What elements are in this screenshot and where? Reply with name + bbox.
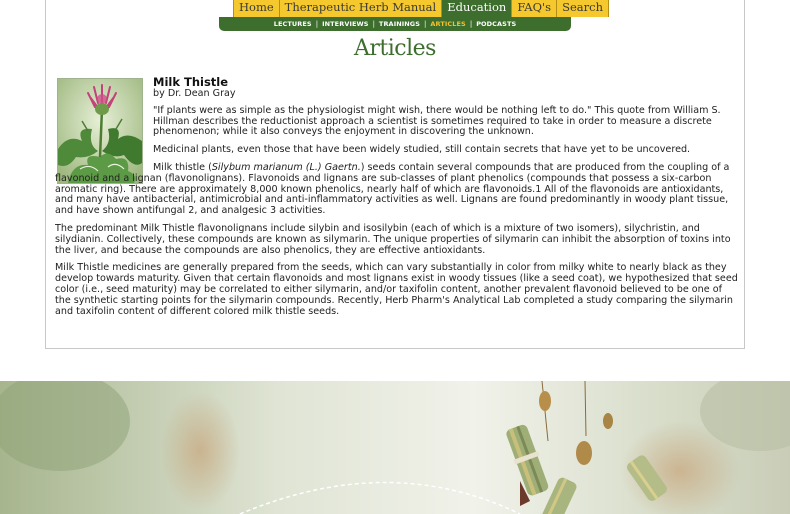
article [55, 76, 739, 324]
subnav-separator: | [424, 20, 427, 28]
subnav-lectures[interactable]: LECTURES [273, 20, 312, 28]
article-paragraph: Milk Thistle medicines are generally prepared from the seeds, which can vary substantially in color from milky white to nearly black as they develop towards maturity. Given that certain flavonoids and most lignans exist in woody tissues (like a seed coat), we hypothesized that seed color (i.e., seed maturity) may be correlated to either silymarin, and/or taxifolin content, another prevalent flavonoid believed to be one of the synthetic starting points for the silymarin compounds. Recently, Herb Pharm's Analytical Lab completed a study comparing the silymarin and taxifolin content of different colored milk thistle seeds. [55, 262, 738, 317]
subnav-separator: | [469, 20, 473, 28]
nav-tab-faqs[interactable]: FAQ's [512, 0, 557, 17]
article-paragraph: The predominant Milk Thistle flavonolignans include silybin and isosilybin (each of which is a mixture of two isomers), silychristin, and silydianin. Collectively, these compounds are known as silymarin. The unique properties of silymarin can inhibit the absorption of toxins into the liver, and because the compounds are also phenolics, they are effective antioxidants. [55, 222, 731, 256]
herb-photo-icon [0, 381, 790, 514]
hero-banner-image [0, 381, 790, 514]
subnav-separator: | [315, 20, 319, 28]
education-subnav [219, 17, 571, 31]
subnav-separator: | [372, 20, 375, 28]
paragraph-text: Milk thistle ( [153, 161, 212, 173]
paragraph-text: ) seeds contain several compounds that are produced from the coupling of a flavonoid and a lignan (flavonolignans). Flavonoids and lignans are sub-classes of plant phenolics (compounds that possess a six-carbon aromatic ring). There are approximately 8,000 known phenolics, nearly half of which are flavonoids.1 All of the flavonoids are antioxidants, and many have antibacterial, antimicrobial and anti-inflammatory activities as well. Lignans are found predominantly in woody plant tissue, and have shown antifungal 2, and analgesic 3 activities. [55, 161, 730, 217]
subnav-interviews[interactable]: INTERVIEWS [322, 20, 369, 28]
article-paragraph: Medicinal plants, even those that have been widely studied, still contain secrets that have yet to be uncovered. [153, 144, 691, 156]
article-author: by Dr. Dean Gray [153, 88, 236, 99]
article-title: Milk Thistle [153, 75, 229, 89]
nav-tab-search[interactable]: Search [557, 0, 609, 17]
article-paragraph [55, 163, 739, 217]
nav-tab-herb-manual[interactable]: Therapeutic Herb Manual [280, 0, 443, 17]
article-paragraph: "If plants were as simple as the physiologist might wish, there would be nothing left to do." This quote from William S. Hillman describes the reductionist approach a scientist is sometimes required to take in order to measure a discrete phenomenon; while it also conveys the enjoyment in discovering the unknown. [153, 104, 721, 138]
subnav-trainings[interactable]: TRAININGS [378, 20, 421, 28]
latin-name: Silybum marianum (L.) Gaertn. [211, 161, 361, 173]
main-nav [233, 0, 609, 17]
subnav-podcasts[interactable]: PODCASTS [476, 20, 517, 28]
page-title: Articles [354, 36, 436, 61]
nav-tab-education[interactable]: Education [442, 0, 512, 17]
subnav-articles[interactable]: ARTICLES [430, 20, 466, 28]
nav-tab-home[interactable]: Home [233, 0, 280, 17]
